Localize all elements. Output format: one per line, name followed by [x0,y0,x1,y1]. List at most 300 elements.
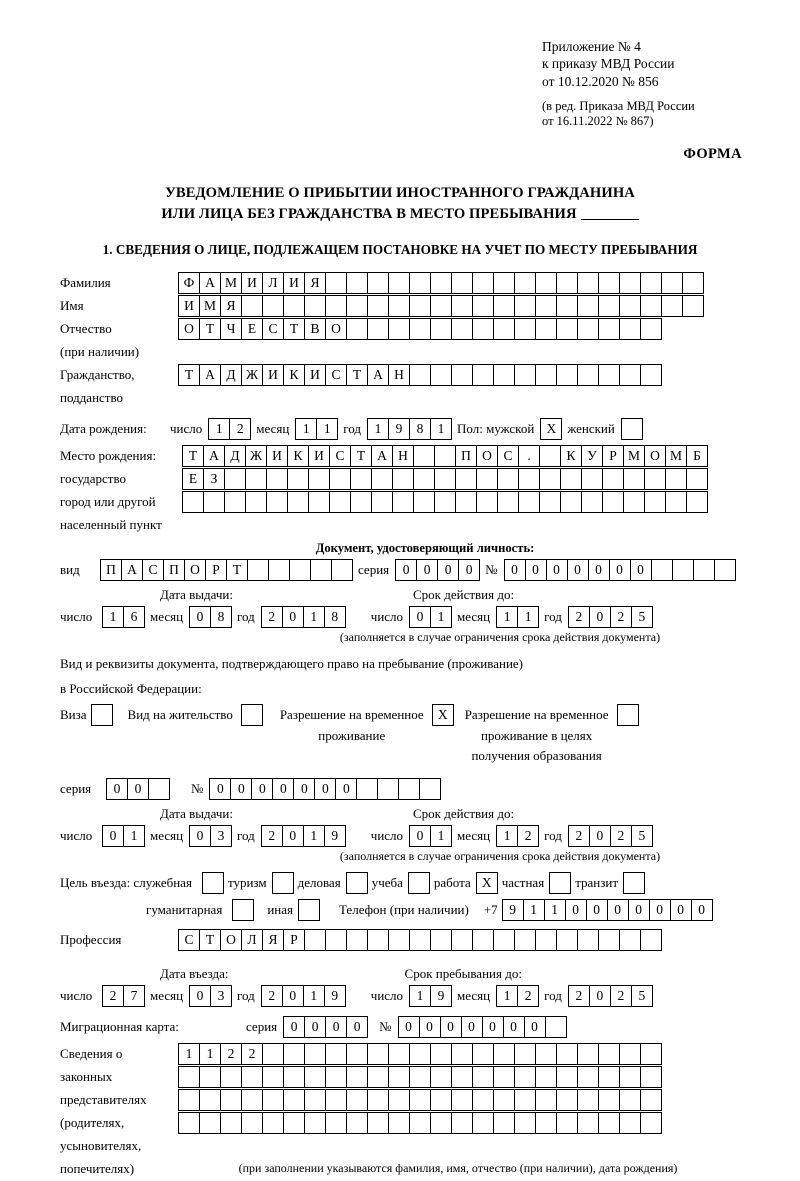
char-cell[interactable]: Е [241,318,263,340]
char-cell[interactable] [245,468,267,490]
char-cell[interactable]: 2 [517,825,539,847]
char-cell[interactable] [493,318,515,340]
char-cell[interactable]: 6 [123,606,145,628]
char-cell[interactable] [556,1066,578,1088]
char-cell[interactable] [693,559,715,581]
char-cell[interactable] [623,491,645,513]
char-cell[interactable]: С [497,445,519,467]
legal-reps-row3-boxes[interactable] [178,1089,661,1110]
birthdate-day-boxes[interactable] [208,418,250,440]
char-cell[interactable] [619,929,641,951]
char-cell[interactable] [686,491,708,513]
char-cell[interactable] [598,1043,620,1065]
sex-female-checkbox[interactable] [621,418,642,440]
char-cell[interactable]: 0 [419,1016,441,1038]
char-cell[interactable] [640,1112,662,1134]
char-cell[interactable]: Ж [241,364,263,386]
char-cell[interactable] [409,295,431,317]
stay-month-boxes[interactable] [496,985,538,1007]
char-cell[interactable]: К [287,445,309,467]
char-cell[interactable] [409,272,431,294]
char-cell[interactable] [535,1089,557,1111]
char-cell[interactable]: 0 [325,1016,347,1038]
char-cell[interactable]: 0 [189,985,211,1007]
char-cell[interactable]: 0 [503,1016,525,1038]
char-cell[interactable]: 0 [589,985,611,1007]
char-cell[interactable] [350,468,372,490]
id-doc-year-boxes[interactable] [261,606,345,628]
char-cell[interactable]: Д [220,364,242,386]
entry-month-boxes[interactable] [189,985,231,1007]
char-cell[interactable]: 2 [241,1043,263,1065]
char-cell[interactable] [535,272,557,294]
char-cell[interactable]: И [304,364,326,386]
temp-permit-checkbox[interactable] [432,704,453,726]
char-cell[interactable]: 2 [261,825,283,847]
char-cell[interactable] [430,1066,452,1088]
visa-checkbox[interactable] [91,704,112,726]
char-cell[interactable] [665,468,687,490]
char-cell[interactable]: И [266,445,288,467]
char-cell[interactable]: М [623,445,645,467]
char-cell[interactable] [472,1043,494,1065]
char-cell[interactable] [598,318,620,340]
char-cell[interactable]: 0 [127,778,149,800]
char-cell[interactable]: 1 [199,1043,221,1065]
char-cell[interactable] [619,272,641,294]
char-cell[interactable]: 0 [525,559,547,581]
purpose-tourism-checkbox[interactable] [272,872,293,894]
char-cell[interactable] [434,468,456,490]
char-cell[interactable]: М [665,445,687,467]
char-cell[interactable] [577,1043,599,1065]
char-cell[interactable] [686,468,708,490]
char-cell[interactable] [346,1066,368,1088]
char-cell[interactable] [518,468,540,490]
char-cell[interactable]: Л [241,929,263,951]
char-cell[interactable]: А [367,364,389,386]
char-cell[interactable] [430,1112,452,1134]
char-cell[interactable] [556,272,578,294]
char-cell[interactable] [623,468,645,490]
char-cell[interactable] [514,1043,536,1065]
char-cell[interactable] [535,1066,557,1088]
char-cell[interactable] [220,1089,242,1111]
char-cell[interactable]: 5 [631,985,653,1007]
char-cell[interactable]: О [325,318,347,340]
char-cell[interactable]: М [220,272,242,294]
char-cell[interactable]: Д [224,445,246,467]
char-cell[interactable] [493,364,515,386]
char-cell[interactable] [272,872,294,894]
char-cell[interactable]: 1 [496,825,518,847]
char-cell[interactable]: 2 [610,606,632,628]
char-cell[interactable]: А [199,364,221,386]
char-cell[interactable] [329,491,351,513]
char-cell[interactable] [535,295,557,317]
char-cell[interactable] [644,491,666,513]
char-cell[interactable] [178,1066,200,1088]
char-cell[interactable] [304,929,326,951]
char-cell[interactable] [577,295,599,317]
char-cell[interactable] [619,364,641,386]
char-cell[interactable]: 0 [282,606,304,628]
char-cell[interactable]: Т [346,364,368,386]
char-cell[interactable] [356,778,378,800]
char-cell[interactable] [413,491,435,513]
char-cell[interactable]: П [163,559,185,581]
char-cell[interactable] [367,1066,389,1088]
char-cell[interactable] [451,1043,473,1065]
char-cell[interactable] [472,929,494,951]
char-cell[interactable] [409,929,431,951]
char-cell[interactable]: Т [182,445,204,467]
char-cell[interactable] [640,295,662,317]
char-cell[interactable]: 2 [229,418,251,440]
char-cell[interactable] [371,491,393,513]
char-cell[interactable] [640,272,662,294]
char-cell[interactable]: 0 [335,778,357,800]
edu-permit-checkbox[interactable] [617,704,638,726]
char-cell[interactable]: 0 [314,778,336,800]
char-cell[interactable] [535,1043,557,1065]
char-cell[interactable]: 1 [123,825,145,847]
char-cell[interactable]: 0 [567,559,589,581]
char-cell[interactable] [514,364,536,386]
char-cell[interactable]: 0 [251,778,273,800]
char-cell[interactable]: М [199,295,221,317]
char-cell[interactable] [409,318,431,340]
char-cell[interactable] [556,1043,578,1065]
char-cell[interactable]: 0 [524,1016,546,1038]
char-cell[interactable] [308,491,330,513]
birthdate-month-boxes[interactable] [295,418,337,440]
stay-doc-vday-boxes[interactable] [409,825,451,847]
char-cell[interactable]: С [329,445,351,467]
char-cell[interactable] [497,491,519,513]
char-cell[interactable] [514,318,536,340]
char-cell[interactable] [224,468,246,490]
char-cell[interactable] [325,1066,347,1088]
char-cell[interactable] [455,491,477,513]
char-cell[interactable]: 2 [568,606,590,628]
char-cell[interactable]: А [371,445,393,467]
char-cell[interactable]: Т [199,318,221,340]
char-cell[interactable] [598,929,620,951]
char-cell[interactable] [287,491,309,513]
char-cell[interactable] [367,1112,389,1134]
char-cell[interactable] [577,1089,599,1111]
char-cell[interactable]: 0 [272,778,294,800]
char-cell[interactable] [262,1066,284,1088]
char-cell[interactable] [325,1043,347,1065]
char-cell[interactable]: 2 [261,606,283,628]
char-cell[interactable]: 5 [631,606,653,628]
char-cell[interactable] [388,1066,410,1088]
char-cell[interactable] [203,491,225,513]
char-cell[interactable] [472,1066,494,1088]
char-cell[interactable] [367,272,389,294]
char-cell[interactable] [549,872,571,894]
char-cell[interactable] [310,559,332,581]
char-cell[interactable]: 0 [189,825,211,847]
char-cell[interactable] [371,468,393,490]
stay-doc-month-boxes[interactable] [189,825,231,847]
migration-series-boxes[interactable] [283,1016,367,1038]
migration-number-boxes[interactable] [398,1016,566,1038]
char-cell[interactable] [556,364,578,386]
char-cell[interactable]: 8 [409,418,431,440]
char-cell[interactable] [682,272,704,294]
birthplace-row3-boxes[interactable] [182,491,707,513]
char-cell[interactable] [287,468,309,490]
char-cell[interactable]: 1 [523,899,545,921]
char-cell[interactable]: 0 [589,606,611,628]
char-cell[interactable] [178,1112,200,1134]
char-cell[interactable]: 0 [409,606,431,628]
char-cell[interactable] [388,1089,410,1111]
char-cell[interactable]: С [325,364,347,386]
id-doc-vday-boxes[interactable] [409,606,451,628]
char-cell[interactable]: 2 [517,985,539,1007]
char-cell[interactable]: 1 [517,606,539,628]
char-cell[interactable]: 1 [367,418,389,440]
char-cell[interactable]: 0 [398,1016,420,1038]
char-cell[interactable] [493,1089,515,1111]
char-cell[interactable]: А [199,272,221,294]
char-cell[interactable]: 2 [102,985,124,1007]
purpose-transit-checkbox[interactable] [623,872,644,894]
char-cell[interactable]: 0 [440,1016,462,1038]
char-cell[interactable]: 0 [304,1016,326,1038]
purpose-official-checkbox[interactable] [202,872,223,894]
char-cell[interactable] [388,318,410,340]
char-cell[interactable] [392,491,414,513]
char-cell[interactable]: О [644,445,666,467]
char-cell[interactable]: Т [226,559,248,581]
id-doc-series-boxes[interactable] [395,559,479,581]
char-cell[interactable] [556,929,578,951]
char-cell[interactable]: 0 [409,825,431,847]
char-cell[interactable] [451,295,473,317]
char-cell[interactable] [514,1066,536,1088]
char-cell[interactable] [661,295,683,317]
stay-doc-day-boxes[interactable] [102,825,144,847]
char-cell[interactable]: 0 [607,899,629,921]
char-cell[interactable] [514,1089,536,1111]
char-cell[interactable] [598,295,620,317]
char-cell[interactable] [514,272,536,294]
char-cell[interactable]: А [203,445,225,467]
char-cell[interactable]: 8 [210,606,232,628]
char-cell[interactable] [304,1043,326,1065]
char-cell[interactable]: И [178,295,200,317]
char-cell[interactable]: Ж [245,445,267,467]
char-cell[interactable]: Р [283,929,305,951]
char-cell[interactable]: 1 [496,985,518,1007]
char-cell[interactable]: 0 [458,559,480,581]
surname-boxes[interactable] [178,272,703,294]
char-cell[interactable] [455,468,477,490]
char-cell[interactable]: 0 [293,778,315,800]
char-cell[interactable] [325,295,347,317]
citizenship-boxes[interactable] [178,364,661,386]
char-cell[interactable] [577,364,599,386]
char-cell[interactable] [367,1089,389,1111]
char-cell[interactable] [409,1066,431,1088]
char-cell[interactable] [493,929,515,951]
residence-checkbox[interactable] [241,704,262,726]
char-cell[interactable]: 2 [610,985,632,1007]
char-cell[interactable] [577,318,599,340]
char-cell[interactable] [535,318,557,340]
char-cell[interactable] [409,1043,431,1065]
char-cell[interactable] [560,491,582,513]
char-cell[interactable] [409,1112,431,1134]
legal-reps-row1-boxes[interactable] [178,1043,661,1064]
char-cell[interactable]: К [283,364,305,386]
char-cell[interactable]: 0 [189,606,211,628]
char-cell[interactable]: Я [262,929,284,951]
char-cell[interactable] [451,272,473,294]
char-cell[interactable] [346,272,368,294]
char-cell[interactable] [619,1089,641,1111]
char-cell[interactable] [577,1066,599,1088]
char-cell[interactable] [148,778,170,800]
char-cell[interactable]: 9 [324,985,346,1007]
id-doc-vmonth-boxes[interactable] [496,606,538,628]
char-cell[interactable]: 0 [416,559,438,581]
char-cell[interactable] [577,929,599,951]
char-cell[interactable] [493,1066,515,1088]
char-cell[interactable] [367,295,389,317]
char-cell[interactable] [220,1112,242,1134]
char-cell[interactable] [199,1066,221,1088]
char-cell[interactable]: 0 [670,899,692,921]
purpose-humanitarian-checkbox[interactable] [232,899,253,921]
char-cell[interactable] [283,1112,305,1134]
char-cell[interactable] [619,1112,641,1134]
char-cell[interactable] [619,295,641,317]
char-cell[interactable]: И [262,364,284,386]
char-cell[interactable]: X [540,418,562,440]
char-cell[interactable]: 1 [544,899,566,921]
char-cell[interactable] [535,1112,557,1134]
char-cell[interactable] [497,468,519,490]
char-cell[interactable]: 0 [106,778,128,800]
id-doc-month-boxes[interactable] [189,606,231,628]
char-cell[interactable] [413,445,435,467]
char-cell[interactable]: 0 [630,559,652,581]
char-cell[interactable] [472,272,494,294]
char-cell[interactable]: 0 [282,985,304,1007]
char-cell[interactable] [539,468,561,490]
char-cell[interactable] [619,1043,641,1065]
char-cell[interactable] [308,468,330,490]
char-cell[interactable] [581,468,603,490]
char-cell[interactable] [283,1043,305,1065]
char-cell[interactable]: Я [304,272,326,294]
char-cell[interactable]: У [581,445,603,467]
char-cell[interactable] [518,491,540,513]
char-cell[interactable] [472,318,494,340]
char-cell[interactable] [182,491,204,513]
char-cell[interactable] [262,1112,284,1134]
char-cell[interactable]: 5 [631,825,653,847]
char-cell[interactable] [241,704,263,726]
char-cell[interactable]: 1 [409,985,431,1007]
birthdate-year-boxes[interactable] [367,418,451,440]
char-cell[interactable] [241,1089,263,1111]
char-cell[interactable] [539,491,561,513]
char-cell[interactable]: С [142,559,164,581]
char-cell[interactable] [451,364,473,386]
char-cell[interactable] [598,1112,620,1134]
purpose-other-checkbox[interactable] [298,899,319,921]
char-cell[interactable] [91,704,113,726]
char-cell[interactable] [346,929,368,951]
char-cell[interactable] [581,491,603,513]
char-cell[interactable] [283,295,305,317]
char-cell[interactable] [262,295,284,317]
char-cell[interactable] [413,468,435,490]
char-cell[interactable]: П [455,445,477,467]
legal-reps-row2-boxes[interactable] [178,1066,661,1087]
char-cell[interactable]: О [184,559,206,581]
char-cell[interactable] [298,899,320,921]
char-cell[interactable]: 1 [430,418,452,440]
char-cell[interactable]: 2 [220,1043,242,1065]
char-cell[interactable]: Н [392,445,414,467]
char-cell[interactable]: Т [350,445,372,467]
char-cell[interactable] [262,1089,284,1111]
char-cell[interactable] [665,491,687,513]
char-cell[interactable]: X [432,704,454,726]
char-cell[interactable] [245,491,267,513]
char-cell[interactable] [367,318,389,340]
char-cell[interactable] [682,295,704,317]
char-cell[interactable]: И [283,272,305,294]
char-cell[interactable] [419,778,441,800]
char-cell[interactable] [325,272,347,294]
char-cell[interactable] [202,872,224,894]
char-cell[interactable] [640,1066,662,1088]
char-cell[interactable] [377,778,399,800]
char-cell[interactable]: 1 [496,606,518,628]
char-cell[interactable]: 0 [482,1016,504,1038]
char-cell[interactable] [434,445,456,467]
char-cell[interactable]: Т [199,929,221,951]
char-cell[interactable]: С [178,929,200,951]
char-cell[interactable] [346,1112,368,1134]
char-cell[interactable]: 9 [388,418,410,440]
char-cell[interactable] [556,1112,578,1134]
char-cell[interactable]: 1 [303,825,325,847]
char-cell[interactable]: 1 [178,1043,200,1065]
char-cell[interactable] [434,491,456,513]
char-cell[interactable] [304,1066,326,1088]
char-cell[interactable] [493,295,515,317]
char-cell[interactable] [283,1089,305,1111]
char-cell[interactable] [577,272,599,294]
char-cell[interactable] [493,1043,515,1065]
char-cell[interactable] [644,468,666,490]
char-cell[interactable]: 0 [565,899,587,921]
char-cell[interactable] [388,1043,410,1065]
stay-doc-vmonth-boxes[interactable] [496,825,538,847]
char-cell[interactable] [304,1112,326,1134]
char-cell[interactable] [398,778,420,800]
